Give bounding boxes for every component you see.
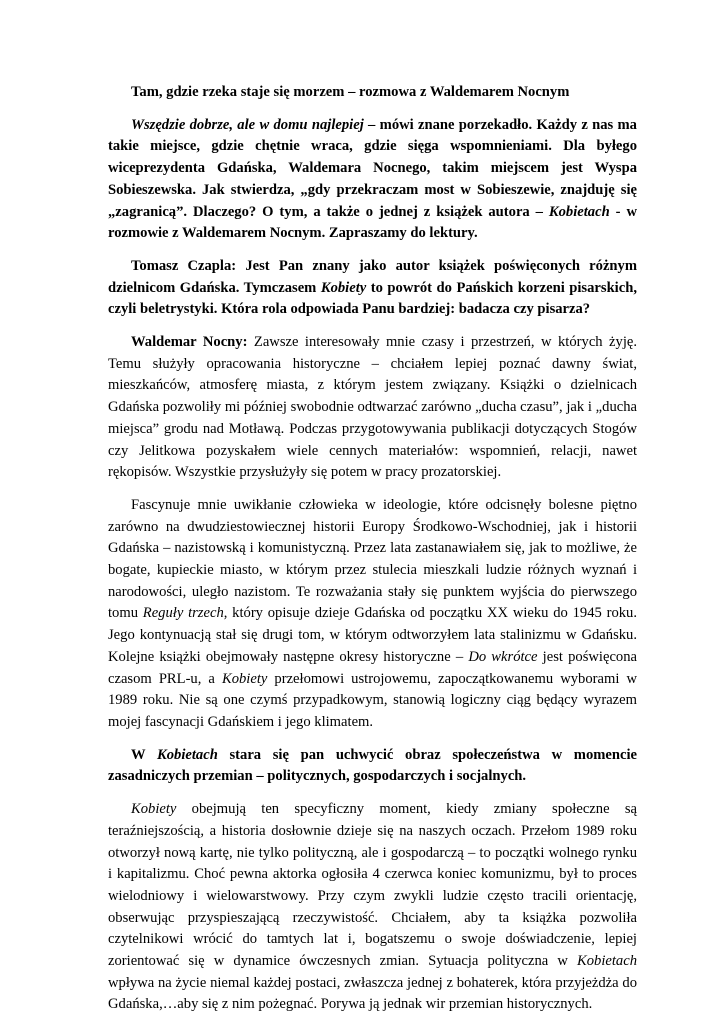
article-title: Tam, gdzie rzeka staje się morzem – rozmowa z Waldemarem Nocnym [131, 84, 570, 100]
answer-2-text-2: wpływa na życie niemal każdej postaci, zwłaszcza jednej z bohaterek, która przyjeżdża do Gdańska,…aby się z nim pożegnać. Porywa ją jednak wir przemian historycznych. [108, 974, 637, 1013]
answer-2-text-1: obejmują ten specyficzny moment, kiedy zmiany społeczne są teraźniejszością, a historia dosłownie dzieje się na naszych oczach. Przełom 1989 roku otworzył nową kartę, nie tylko polityczną, ale i gospodarczą – to początki wolnego rynku i kapitalizmu. Choć pewna aktorka ogłosiła 4 czerwca koniec komunizmu, był to proces wielodniowy i wielowarstwowy. Przy czym zwykli ludzie często tracili orientację, obserwując przyspieszającą rzeczywistość. Chciałem, aby ta książka pozwoliła czytelnikowi wrócić do tamtych lat i, bogatszemu o swoje doświadczenie, lepiej zorientować się w dynamice ówczesnych zmian. Sytuacja polityczna w [108, 801, 637, 970]
answer-1 [108, 332, 637, 484]
question-1-text-2: to powrót do Pańskich korzeni pisarskich, czyli beletrystyki. Która rola odpowiada Panu bardziej: badacza czy pisarza? [108, 279, 637, 318]
answer-2-book-title-2: Kobietach [577, 953, 637, 970]
answer-1-text: Zawsze interesowały mnie czasy i przestrzeń, w których żyję. Temu służyły opracowania historyczne – chciałem lepiej poznać dawny świat, mieszkańców, atmosferę miasta, z którym jestem związany. Książki o dzielnicach Gdańska pozwoliły mi później swobodnie odtwarzać zarówno „ducha czasu”, jak i „ducha miejsca” grodu nad Motławą. Podczas przygotowywania publikacji dotyczących Stogów czy Jelitkowa pozyskałem wiele cennych materiałów: wspomnień, relacji, nawet rękopisów. Wszystkie przysłużyły się potem w pracy prozatorskiej. [108, 334, 637, 481]
answer-2-book-title: Kobiety [131, 801, 177, 818]
answer-2 [108, 799, 637, 1016]
question-1-book-title: Kobiety [320, 279, 367, 296]
intro-book-title: Kobietach [548, 203, 610, 220]
document-page [108, 82, 637, 1027]
answer-1b-book-3: Kobiety [221, 670, 268, 687]
answer-1b-text-3: jest poświęcona czasom PRL-u, a [108, 648, 637, 687]
answer-1b-text-2: , który opisuje dzieje Gdańska od początku XX wieku do 1945 roku. Jego kontynuacją stał się drugi tom, w którym odtworzyłem lata stalinizmu w Gdańsku. Kolejne książki obejmowały następne okresy historyczne – [108, 605, 637, 665]
intro-proverb: Wszędzie dobrze, ale w domu najlepiej [131, 116, 364, 133]
question-1 [108, 256, 637, 321]
answer-1b-book-2: Do wkrótce [468, 648, 538, 665]
answer-1-speaker: Waldemar Nocny: [131, 334, 248, 351]
question-2-text-2: stara się pan uchwycić obraz społeczeństwa w momencie zasadniczych przemian – politycznych, gospodarczych i socjalnych. [108, 746, 637, 785]
intro-paragraph [108, 115, 637, 245]
question-2-book-title: Kobietach [157, 746, 218, 763]
answer-1-continued [108, 495, 637, 734]
question-1-text-1: Tomasz Czapla: Jest Pan znany jako autor książek poświęconych różnym dzielnicom Gdańska. Tymczasem [108, 257, 637, 296]
intro-text-1: – mówi znane porzekadło. Każdy z nas ma takie miejsce, gdzie chętnie wraca, gdzie sięga wspomnieniami. Dla byłego wiceprezydenta Gdańska, Waldemara Nocnego, takim miejscem jest Wyspa Sobieszewska. Jak stwierdza, „gdy przekraczam most w Sobieszewie, znajduję się „zagranicą”. Dlaczego? O tym, a także o jednej z książek autora – [108, 116, 637, 220]
answer-1b-book-1: Reguły trzech [142, 605, 224, 622]
answer-1b-text-4: przełomowi ustrojowemu, zapoczątkowanemu wyborami w 1989 roku. Nie są one czymś przypadkowym, stanowią logiczny ciąg będący wyrazem mojej fascynacji Gdańskiem i jego klimatem. [108, 670, 637, 730]
answer-1b-text-1: Fascynuje mnie uwikłanie człowieka w ideologie, które odcisnęły bolesne piętno zarówno na dwudziestowiecznej historii Europy Środkowo-Wschodniej, jak i historii Gdańska – nazistowską i komunistyczną. Przez lata zastanawiałem się, jak to możliwe, że bogate, kupieckie miasto, w którym przez stulecia mieszkali ludzie różnych wyznań i narodowości, uległo nazistom. Te rozważania stały się punktem wyjścia do pierwszego tomu [108, 496, 637, 622]
intro-text-2: - w rozmowie z Waldemarem Nocnym. Zapraszamy do lektury. [108, 203, 637, 242]
question-2-text-1: W [131, 746, 157, 763]
question-2 [108, 745, 637, 788]
